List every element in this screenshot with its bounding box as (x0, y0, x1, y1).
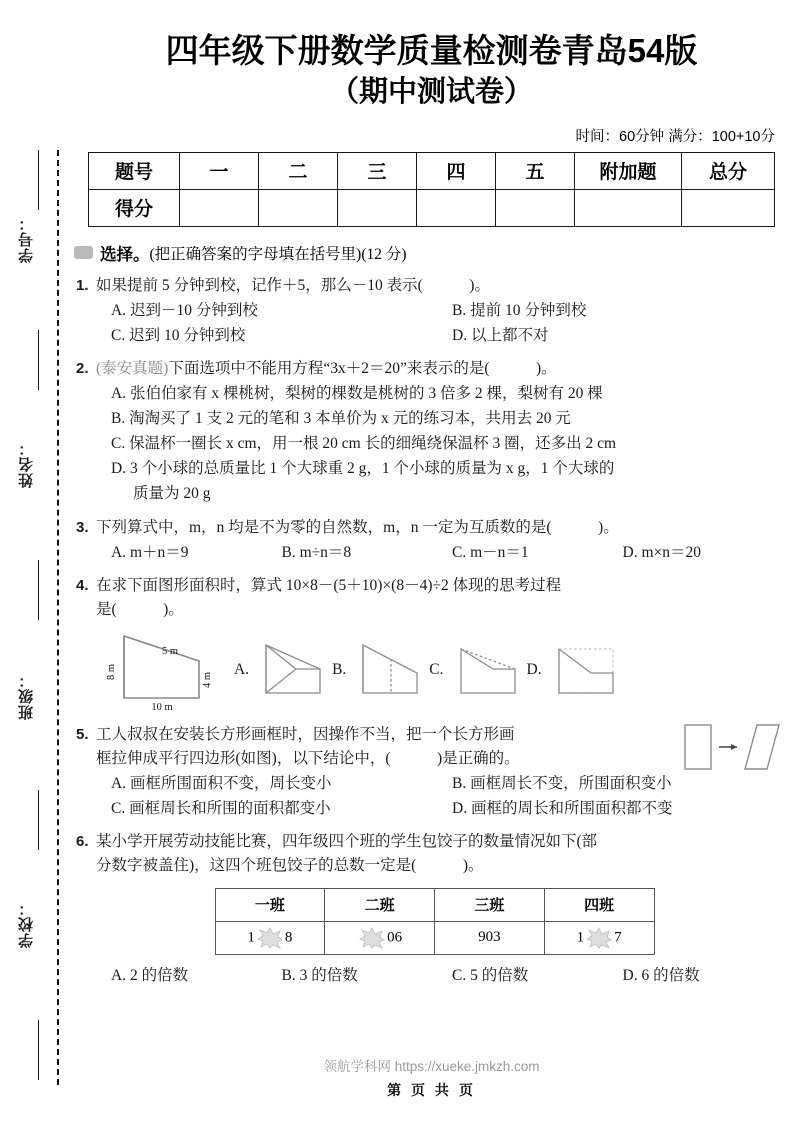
score-cell-2[interactable] (259, 189, 338, 226)
class-value-4-prefix: 1 (576, 929, 585, 946)
class-header-3: 三班 (435, 888, 545, 921)
choice-b-shape-svg (351, 639, 429, 701)
question-1-option-d[interactable]: D. 以上都不对 (452, 326, 549, 344)
question-4-choice-c[interactable] (429, 639, 526, 701)
reference-shape-svg (94, 628, 234, 712)
class-header-1: 一班 (215, 888, 325, 921)
question-4-stem-cont: 是( )。 (96, 600, 184, 618)
score-row-label-number: 题号 (89, 152, 180, 189)
question-6 (76, 830, 793, 988)
question-2-stem-row (76, 357, 793, 381)
question-2-stem: 下面选项中不能用方程“3x＋2＝20”来表示的是( )。 (168, 359, 557, 377)
question-2-option-b[interactable]: B. 淘淘买了 1 支 2 元的笔和 3 本单价为 x 元的练习本，共用去 20 元 (111, 410, 571, 428)
question-1-option-c[interactable]: C. 迟到 10 分钟到校 (111, 326, 246, 344)
footer-page-number: 第 页 共 页 (387, 1082, 476, 1098)
question-4-stem: 在求下面图形面积时，算式 10×8－(5＋10)×(8－4)÷2 体现的思考过程 (96, 576, 562, 594)
question-3-option-c[interactable]: C. m－n＝1 (452, 543, 529, 561)
question-5-option-b[interactable]: B. 画框周长不变，所围面积变小 (452, 774, 672, 792)
footer-source: 领航学科网 https://xueke.jmkzh.com (323, 1059, 540, 1074)
question-4-choice-a[interactable] (234, 639, 332, 701)
score-cell-3[interactable] (338, 189, 417, 226)
question-2-option-c[interactable]: C. 保温杯一圈长 x cm，用一根 20 cm 长的细绳绕保温杯 3 圈，还多出 2 cm (111, 435, 617, 453)
score-cell-5[interactable] (496, 189, 575, 226)
question-6-option-c[interactable]: C. 5 的倍数 (452, 966, 529, 984)
choice-a-shape-svg (254, 639, 332, 701)
class-value-3: 903 (435, 921, 545, 954)
exam-page (70, 0, 793, 1122)
question-4-choice-d-letter: D. (526, 660, 542, 678)
question-6-option-b[interactable]: B. 3 的倍数 (281, 966, 358, 984)
question-5-number: 5. (76, 725, 89, 743)
question-5-option-c[interactable]: C. 画框周长和所围的面积都变小 (111, 799, 331, 817)
class-value-1-suffix: 8 (284, 929, 293, 946)
reference-label-left: 8 m (106, 663, 117, 680)
reference-label-right: 4 m (202, 671, 213, 688)
table-row (215, 921, 654, 954)
score-row-label-points: 得分 (89, 189, 180, 226)
score-table-value-row (89, 189, 775, 226)
score-cell-1[interactable] (180, 189, 259, 226)
question-6-stem-cont: 分数字被盖住)，这四个班包饺子的总数一定是( )。 (96, 856, 484, 874)
class-header-2: 二班 (325, 888, 435, 921)
score-col-total: 总分 (682, 152, 775, 189)
choice-b-outline (363, 645, 417, 693)
question-4-number: 4. (76, 576, 89, 594)
question-3-stem: 下列算式中，m，n 均是不为零的自然数，m，n 一定为互质数的是( )。 (96, 518, 619, 536)
question-2-number: 2. (76, 359, 89, 377)
question-3-stem-row (76, 516, 793, 540)
margin-rule-5 (38, 1020, 39, 1080)
class-value-4-suffix: 7 (614, 929, 622, 946)
question-2-option-d[interactable]: D. 3 个小球的总质量比 1 个大球重 2 g，1 个小球的质量为 x g，1 个大球的 (111, 460, 615, 478)
question-3-number: 3. (76, 518, 89, 536)
score-col-4: 四 (417, 152, 496, 189)
question-4-choice-b-letter: B. (332, 660, 347, 678)
class-value-2-suffix: 06 (387, 929, 403, 946)
question-5 (76, 723, 793, 821)
question-4-choice-a-letter: A. (234, 660, 250, 678)
question-3-option-a[interactable]: A. m＋n＝9 (111, 543, 189, 561)
question-4-choice-c-letter: C. (429, 660, 444, 678)
score-cell-4[interactable] (417, 189, 496, 226)
question-6-option-a[interactable]: A. 2 的倍数 (111, 966, 189, 984)
question-1-options-row-1 (76, 298, 793, 323)
question-5-stem: 工人叔叔在安装长方形画框时，因操作不当，把一个长方形画 (96, 725, 515, 743)
section-header-choice (74, 241, 793, 265)
question-5-option-a[interactable]: A. 画框所围面积不变，周长变小 (111, 774, 332, 792)
choice-c-shape-svg (449, 639, 527, 701)
blot-icon (257, 927, 283, 949)
score-col-1: 一 (180, 152, 259, 189)
score-col-3: 三 (338, 152, 417, 189)
question-6-options (76, 963, 793, 988)
margin-rule-1 (38, 150, 39, 210)
binding-margin (0, 0, 70, 1122)
score-table (88, 152, 775, 227)
blot-icon (359, 927, 385, 949)
question-5-stem-row (76, 723, 793, 747)
question-1-stem-row (76, 274, 793, 298)
question-2-options (76, 381, 793, 507)
class-value-4 (544, 921, 654, 954)
choice-c-outline (461, 649, 515, 693)
score-cell-total[interactable] (682, 189, 775, 226)
question-1-number: 1. (76, 276, 89, 294)
section-title: 选择。 (100, 245, 150, 264)
reference-label-top-right: 5 m (161, 645, 179, 657)
question-6-stem: 某小学开展劳动技能比赛，四年级四个班的学生包饺子的数量情况如下(部 (96, 832, 598, 850)
margin-label-student-id: 学号： (19, 215, 35, 263)
question-5-options-row-2 (76, 796, 793, 821)
section-subtitle: (把正确答案的字母填在括号里)(12 分) (149, 245, 407, 263)
question-2-option-d-cont: 质量为 20 g (133, 485, 211, 503)
question-1 (76, 274, 793, 348)
margin-label-school: 学校： (19, 900, 35, 948)
title-sub: （期中测试卷） (329, 76, 533, 109)
margin-rule-3 (38, 560, 39, 620)
question-2 (76, 357, 793, 507)
question-1-options-row-2 (76, 323, 793, 348)
question-6-option-d[interactable]: D. 6 的倍数 (622, 966, 700, 984)
page-footer (70, 1055, 793, 1100)
score-col-extra: 附加题 (575, 152, 682, 189)
question-4-reference-figure (94, 628, 234, 712)
question-3 (76, 516, 793, 565)
question-2-source-tag: (泰安真题) (96, 359, 169, 377)
question-4-choice-b[interactable] (332, 639, 429, 701)
blot-icon (586, 927, 612, 949)
question-6-data-table (215, 888, 655, 955)
question-4 (76, 574, 793, 714)
reference-label-bottom: 10 m (151, 701, 173, 712)
section-number-marker (74, 246, 93, 259)
question-3-option-d[interactable]: D. m×n＝20 (622, 543, 701, 561)
exam-meta: 时间：60分钟 满分：100+10分 (575, 128, 775, 145)
class-header-4: 四班 (544, 888, 654, 921)
question-5-option-d[interactable]: D. 画框的周长和所围面积都不变 (452, 799, 673, 817)
score-cell-extra[interactable] (575, 189, 682, 226)
title-main: 四年级下册数学质量检测卷青岛54版 (165, 32, 698, 69)
question-4-stem-row (76, 574, 793, 598)
choice-d-shape-svg (547, 639, 625, 701)
score-col-2: 二 (259, 152, 338, 189)
question-6-stem-row (76, 830, 793, 854)
class-value-1-prefix: 1 (247, 929, 255, 946)
question-4-choice-d[interactable] (527, 639, 625, 701)
margin-label-class: 班级： (19, 672, 35, 720)
margin-rule-4 (38, 790, 39, 850)
question-2-option-a[interactable]: A. 张伯伯家有 x 棵桃树，梨树的棵数是桃树的 3 倍多 2 棵，梨树有 20 棵 (111, 385, 603, 402)
question-5-stem-cont: 框拉伸成平行四边形(如图)，以下结论中，( )是正确的。 (96, 749, 520, 767)
choice-a-cut-2 (266, 669, 296, 693)
question-6-number: 6. (76, 832, 89, 850)
question-3-option-b[interactable]: B. m÷n＝8 (281, 543, 352, 561)
class-value-2 (325, 921, 435, 954)
question-1-option-a[interactable]: A. 迟到－10 分钟到校 (111, 301, 258, 319)
score-col-5: 五 (496, 152, 575, 189)
question-4-figure-row (76, 626, 793, 714)
score-table-header-row (89, 152, 775, 189)
question-1-option-b[interactable]: B. 提前 10 分钟到校 (452, 301, 587, 319)
table-header-row (215, 888, 654, 921)
margin-rule-2 (38, 330, 39, 390)
question-3-options (76, 540, 793, 565)
page-title (70, 30, 793, 115)
choice-d-inner-cut (559, 649, 613, 673)
class-value-1 (215, 921, 325, 954)
margin-label-name: 姓名： (19, 440, 35, 488)
question-1-stem: 如果提前 5 分钟到校，记作＋5，那么－10 表示( )。 (96, 276, 490, 294)
